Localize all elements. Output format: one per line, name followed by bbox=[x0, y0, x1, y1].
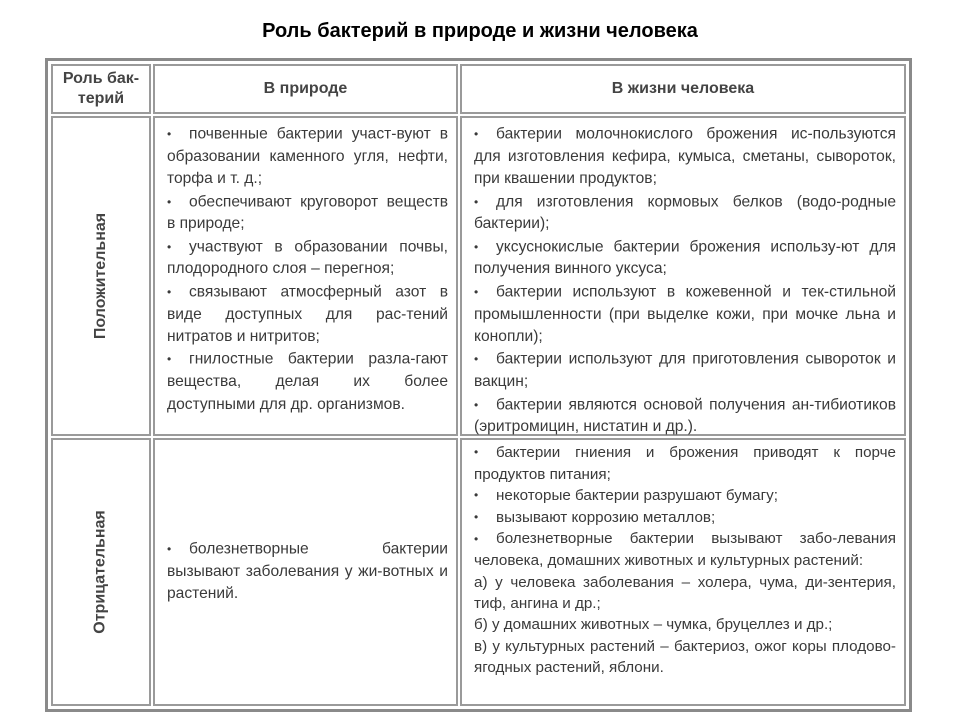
row-label-positive bbox=[51, 116, 151, 436]
sub-item: а) у человека заболевания – холера, чума, ди-зентерия, тиф, ангина и др.; bbox=[474, 573, 896, 612]
sub-item: б) у домашних животных – чумка, бруцеллез и др.; bbox=[474, 616, 833, 634]
bullet-icon: • bbox=[474, 239, 479, 254]
cell-negative-nature bbox=[153, 438, 458, 706]
table bbox=[45, 58, 912, 712]
bullet-icon: • bbox=[474, 397, 479, 412]
header-role bbox=[51, 64, 151, 114]
list-item: • обеспечивают круговорот веществ в природе; bbox=[167, 191, 448, 236]
bullet-icon: • bbox=[474, 284, 479, 299]
list-item: • некоторые бактерии разрушают бумагу; bbox=[474, 485, 896, 507]
row-label-negative bbox=[51, 438, 151, 706]
bullet-icon: • bbox=[474, 531, 479, 546]
list-item: • участвуют в образовании почвы, плодородного слоя – перегноя; bbox=[167, 236, 448, 281]
bullet-icon: • bbox=[167, 542, 172, 557]
list-item: • уксуснокислые бактерии брожения использу-ют для получения винного уксуса; bbox=[474, 236, 896, 281]
list-item: • бактерии гниения и брожения приводят к порче продуктов питания; bbox=[474, 444, 896, 483]
bullet-icon: • bbox=[474, 127, 479, 141]
bullet-icon: • bbox=[167, 127, 172, 141]
row-label-positive-text: Положительная bbox=[92, 212, 110, 340]
cell-positive-nature bbox=[153, 116, 458, 436]
list-item: • гнилостные бактерии разла-гают вещества, делая их более доступными для др. организмов. bbox=[167, 348, 448, 416]
page-title: Роль бактерий в природе и жизни человека bbox=[262, 20, 698, 42]
header-nature bbox=[153, 64, 458, 114]
header-nature-label: В природе bbox=[263, 80, 348, 97]
header-human-label: В жизни человека bbox=[611, 80, 755, 97]
row-label-negative-text: Отрицательная bbox=[92, 510, 110, 634]
list-item: • болезнетворные бактерии вызывают забо-левания человека, домашних животных и культурных растений: bbox=[474, 530, 896, 570]
bullet-icon: • bbox=[167, 284, 172, 299]
bullet-icon: • bbox=[474, 352, 479, 367]
sub-item: в) у культурных растений – бактериоз, ожог коры плодово-ягодных растений, яблони. bbox=[474, 637, 896, 677]
list-item: • бактерии используют для приготовления сывороток и вакцин; bbox=[474, 348, 896, 393]
list-item: • связывают атмосферный азот в виде доступных для рас-тений нитратов и нитритов; bbox=[167, 281, 448, 349]
list-item: • бактерии молочнокислого брожения ис-пользуются для изготовления кефира, кумыса, сметаны, сывороток, при квашении продуктов; bbox=[474, 123, 896, 191]
bullet-icon: • bbox=[167, 352, 172, 367]
list-item: • вызывают коррозию металлов; bbox=[474, 507, 896, 529]
header-role-label: Роль бак-терий bbox=[62, 70, 140, 107]
bullet-icon: • bbox=[474, 510, 479, 525]
bullet-icon: • bbox=[474, 445, 479, 460]
list-item: • для изготовления кормовых белков (водо-родные бактерии); bbox=[474, 191, 896, 236]
cell-positive-human bbox=[460, 116, 906, 436]
list-item: • бактерии являются основой получения ан-тибиотиков (эритромицин, нистатин и др.). bbox=[474, 394, 896, 439]
list-item: • бактерии используют в кожевенной и тек-стильной промышленности (при выделке кожи, при мочке льна и конопли); bbox=[474, 281, 896, 349]
bullet-icon: • bbox=[167, 194, 172, 209]
bullet-icon: • bbox=[474, 194, 479, 209]
list-item: • почвенные бактерии участ-вуют в образовании каменного угля, нефти, торфа и т. д.; bbox=[167, 123, 448, 191]
header-human bbox=[460, 64, 906, 114]
bullet-icon: • bbox=[474, 488, 479, 503]
cell-negative-human bbox=[460, 438, 906, 706]
list-item: • болезнетворные бактерии вызывают заболевания у жи-вотных и растений. bbox=[167, 538, 448, 606]
bullet-icon: • bbox=[167, 239, 172, 254]
